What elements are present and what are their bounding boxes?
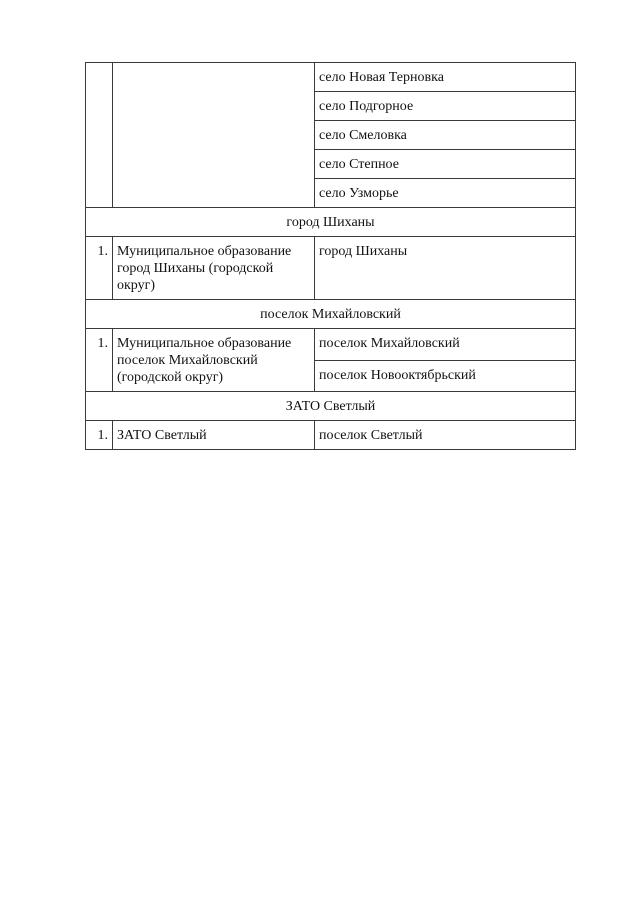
municipality-name: Муниципальное образование поселок Михайловский (городской округ) bbox=[113, 329, 315, 392]
table-row bbox=[86, 421, 576, 450]
section-header-row bbox=[86, 208, 576, 237]
settlement-cell: село Смеловка bbox=[315, 121, 576, 150]
table-row bbox=[86, 237, 576, 300]
settlements-table bbox=[85, 62, 576, 450]
municipality-name: ЗАТО Светлый bbox=[113, 421, 315, 450]
settlement-cell: город Шиханы bbox=[315, 237, 576, 300]
section-header-row bbox=[86, 392, 576, 421]
table-row bbox=[86, 63, 576, 92]
section-title: ЗАТО Светлый bbox=[86, 392, 576, 421]
settlement-cell: поселок Михайловский bbox=[315, 329, 576, 361]
settlement-cell: село Степное bbox=[315, 150, 576, 179]
section-title: город Шиханы bbox=[86, 208, 576, 237]
number-cell-empty bbox=[86, 63, 113, 208]
municipality-name: Муниципальное образование город Шиханы (городской округ) bbox=[113, 237, 315, 300]
row-number: 1. bbox=[86, 237, 113, 300]
settlement-cell: село Новая Терновка bbox=[315, 63, 576, 92]
municipality-cell-empty bbox=[113, 63, 315, 208]
settlement-cell: село Подгорное bbox=[315, 92, 576, 121]
table-row bbox=[86, 329, 576, 361]
settlement-cell: поселок Новооктябрьский bbox=[315, 360, 576, 392]
section-title: поселок Михайловский bbox=[86, 300, 576, 329]
settlement-cell: поселок Светлый bbox=[315, 421, 576, 450]
row-number: 1. bbox=[86, 329, 113, 392]
section-header-row bbox=[86, 300, 576, 329]
settlement-cell: село Узморье bbox=[315, 179, 576, 208]
row-number: 1. bbox=[86, 421, 113, 450]
